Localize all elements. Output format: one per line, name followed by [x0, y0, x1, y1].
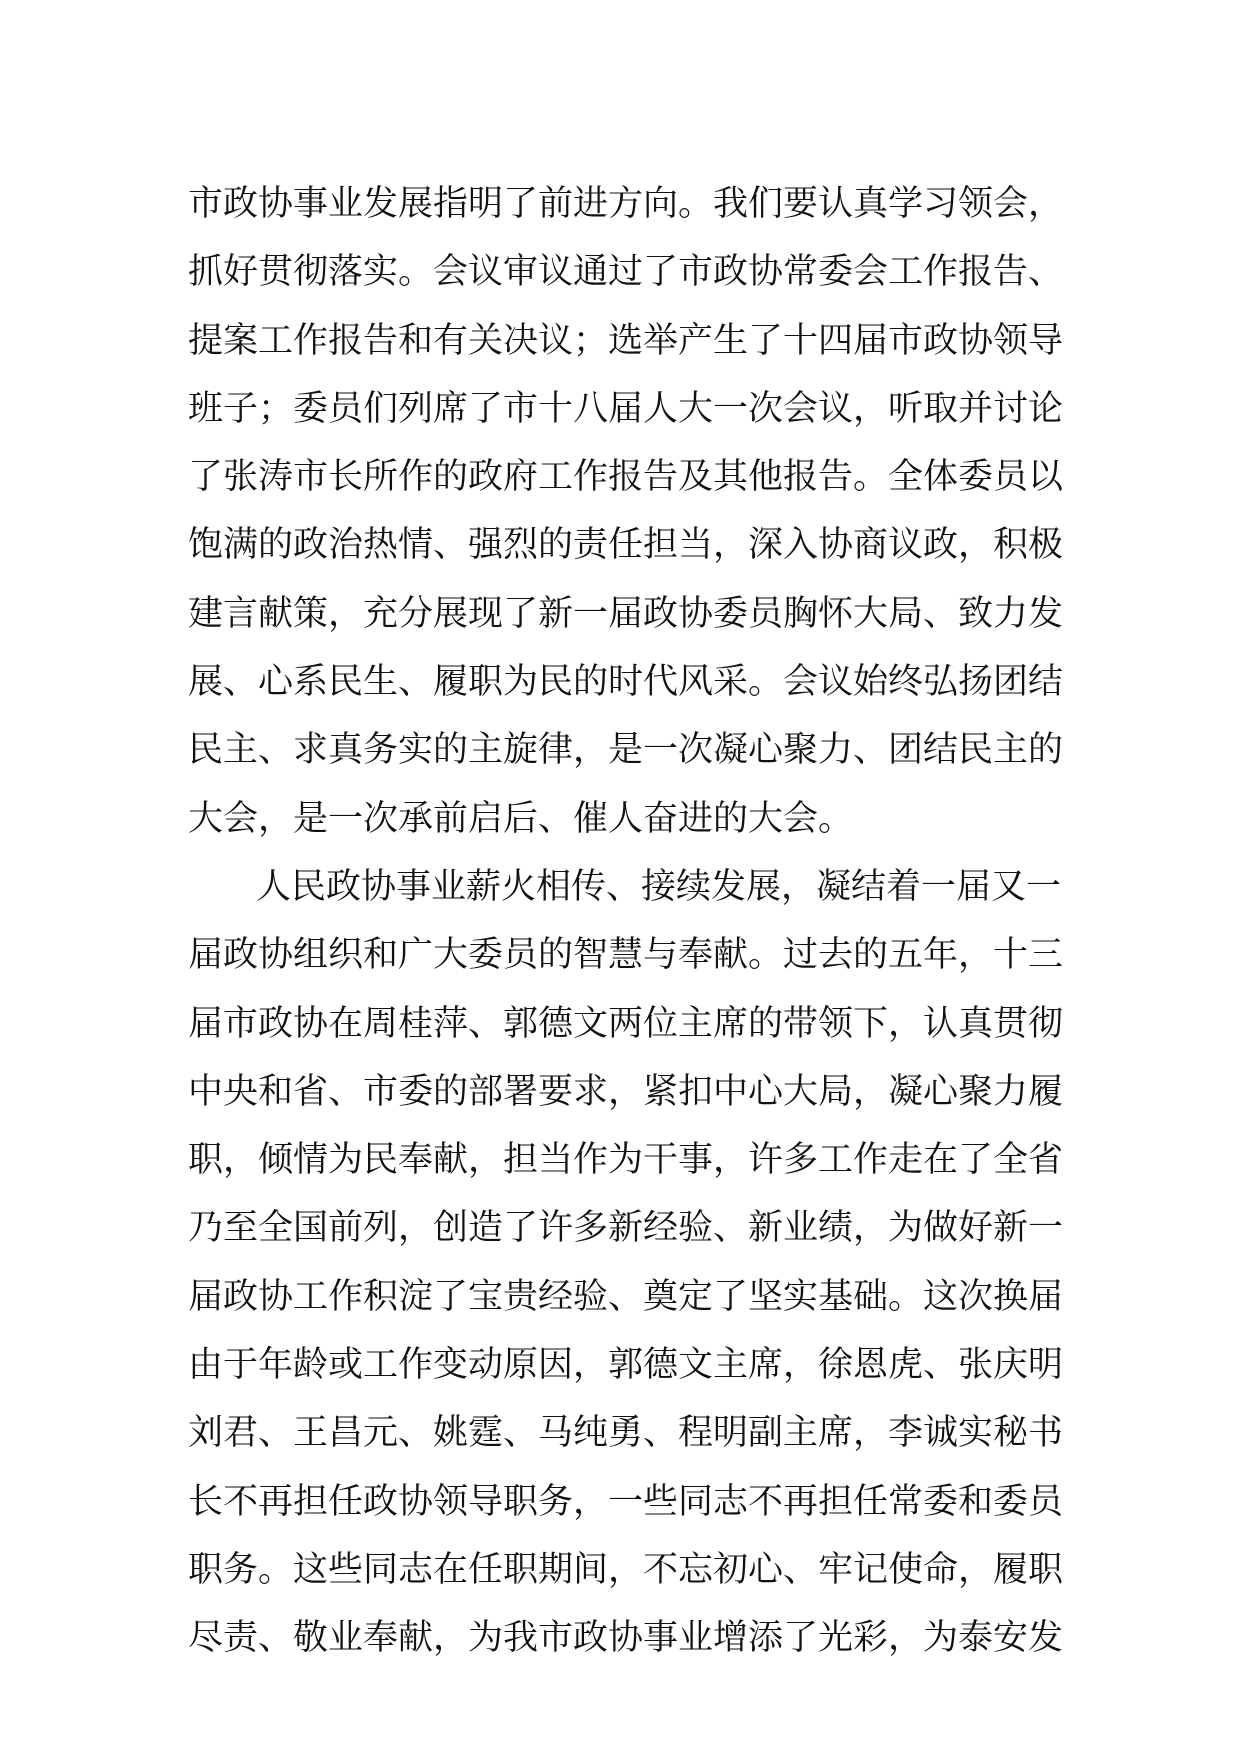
text-line: 职，倾情为民奉献，担当作为干事，许多工作走在了全省 [188, 1140, 1064, 1181]
text-line: 建言献策，充分展现了新一届政协委员胸怀大局、致力发 [188, 593, 1064, 634]
text-line: 展、心系民生、履职为民的时代风采。会议始终弘扬团结 [188, 662, 1064, 703]
text-line: 饱满的政治热情、强烈的责任担当，深入协商议政，积极 [188, 525, 1064, 566]
text-line: 乃至全国前列，创造了许多新经验、新业绩，为做好新一 [188, 1208, 1064, 1249]
text-line: 抓好贯彻落实。会议审议通过了市政协常委会工作报告、 [188, 252, 1064, 293]
text-line: 中央和省、市委的部署要求，紧扣中心大局，凝心聚力履 [188, 1071, 1064, 1112]
text-line: 班子；委员们列席了市十八届人大一次会议，听取并讨论 [188, 388, 1064, 429]
text-line: 由于年龄或工作变动原因，郭德文主席，徐恩虎、张庆明 [188, 1345, 1064, 1386]
text-line: 届政协工作积淀了宝贵经验、奠定了坚实基础。这次换届 [188, 1276, 1064, 1317]
text-line: 届市政协在周桂萍、郭德文两位主席的带领下，认真贯彻 [188, 1003, 1064, 1044]
text-line: 届政协组织和广大委员的智慧与奉献。过去的五年，十三 [188, 935, 1064, 976]
text-line: 提案工作报告和有关决议；选举产生了十四届市政协领导 [188, 320, 1064, 361]
text-line: 大会，是一次承前启后、催人奋进的大会。 [188, 798, 854, 839]
text-line: 民主、求真务实的主旋律，是一次凝心聚力、团结民主的 [188, 730, 1064, 771]
text-line: 尽责、敬业奉献，为我市政协事业增添了光彩，为泰安发 [188, 1618, 1064, 1659]
paragraph-first-line: 人民政协事业薪火相传、接续发展，凝结着一届又一 [256, 866, 1062, 907]
text-line: 职务。这些同志在任职期间，不忘初心、牢记使命，履职 [188, 1549, 1064, 1590]
text-line: 市政协事业发展指明了前进方向。我们要认真学习领会， [188, 184, 1064, 224]
text-line: 了张涛市长所作的政府工作报告及其他报告。全体委员以 [188, 457, 1064, 498]
body-text [188, 170, 1068, 1673]
text-line: 长不再担任政协领导职务，一些同志不再担任常委和委员 [188, 1481, 1064, 1522]
text-line: 刘君、王昌元、姚霆、马纯勇、程明副主席，李诚实秘书 [188, 1413, 1064, 1454]
